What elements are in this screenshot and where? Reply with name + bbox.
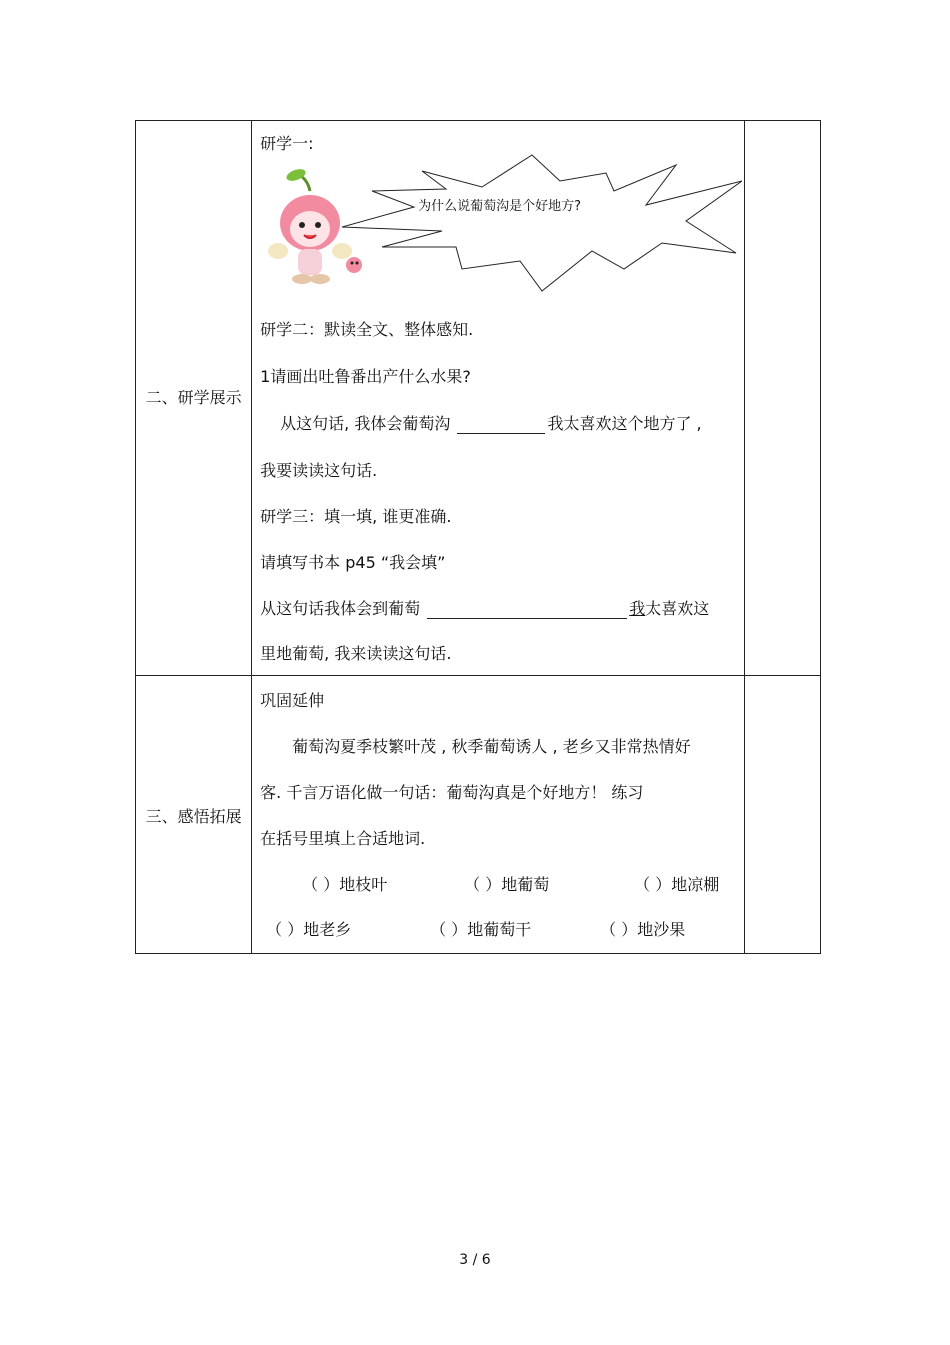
study2-heading: 研学二：默读全文、整体感知. [260,320,474,339]
section-label: 二、研学展示 [145,388,242,407]
fill2-suffix: 太喜欢这 [645,599,710,618]
speech-bubble-shape [342,151,742,296]
section-label: 三、感悟拓展 [145,807,242,826]
extension-paragraph-line-2: 客. 千言万语化做一句话：葡萄沟真是个好地方！ 练习 [260,783,644,802]
notes-cell [744,121,820,676]
lesson-table [135,120,821,954]
exercise-item[interactable]: （ ）地葡萄干 [430,920,532,939]
fill2-prefix: 从这句话我体会到葡萄 [260,599,421,618]
exercise-item[interactable]: （ ）地凉棚 [634,875,720,894]
section-content-cell [252,121,745,676]
fill-sentence-1-cont: 我要读读这句话. [260,461,378,480]
bubble-question: 为什么说葡萄沟是个好地方? [418,199,582,214]
fill1-prefix: 从这句话, 我体会葡萄沟 [280,414,451,433]
exercise-instruction: 在括号里填上合适地词. [260,829,426,848]
notes-cell [744,676,820,954]
extension-title: 巩固延伸 [260,691,325,710]
exercise-item[interactable]: （ ）地葡萄 [464,875,550,894]
exercise-item[interactable]: （ ）地枝叶 [302,875,388,894]
fill-sentence-1 [280,411,701,434]
page-number: 3 / 6 [459,1252,491,1268]
section-label-cell [136,121,252,676]
fill-sentence-2 [260,596,709,619]
study1-heading: 研学一: [260,134,314,153]
textbook-task: 请填写书本 p45 “我会填” [260,553,446,572]
fill1-blank[interactable] [457,415,545,434]
section-row-extension [136,676,821,954]
extension-paragraph-line-1: 葡萄沟夏季枝繁叶茂 , 秋季葡萄诱人 , 老乡又非常热情好 [292,737,691,756]
fill-sentence-2-cont: 里地葡萄, 我来读读这句话. [260,644,452,663]
fill2-blank[interactable] [427,600,627,619]
fill2-underlined-char: 我 [629,599,646,618]
fill1-suffix: 我太喜欢这个地方了 , [547,414,702,433]
section-content-cell [252,676,745,954]
section-row-research [136,121,821,676]
study3-heading: 研学三：填一填, 谁更准确. [260,507,452,526]
exercise-item[interactable]: （ ）地老乡 [266,920,352,939]
section-label-cell [136,676,252,954]
exercise-item[interactable]: （ ）地沙果 [600,920,686,939]
question-1: 1请画出吐鲁番出产什么水果? [260,367,471,386]
